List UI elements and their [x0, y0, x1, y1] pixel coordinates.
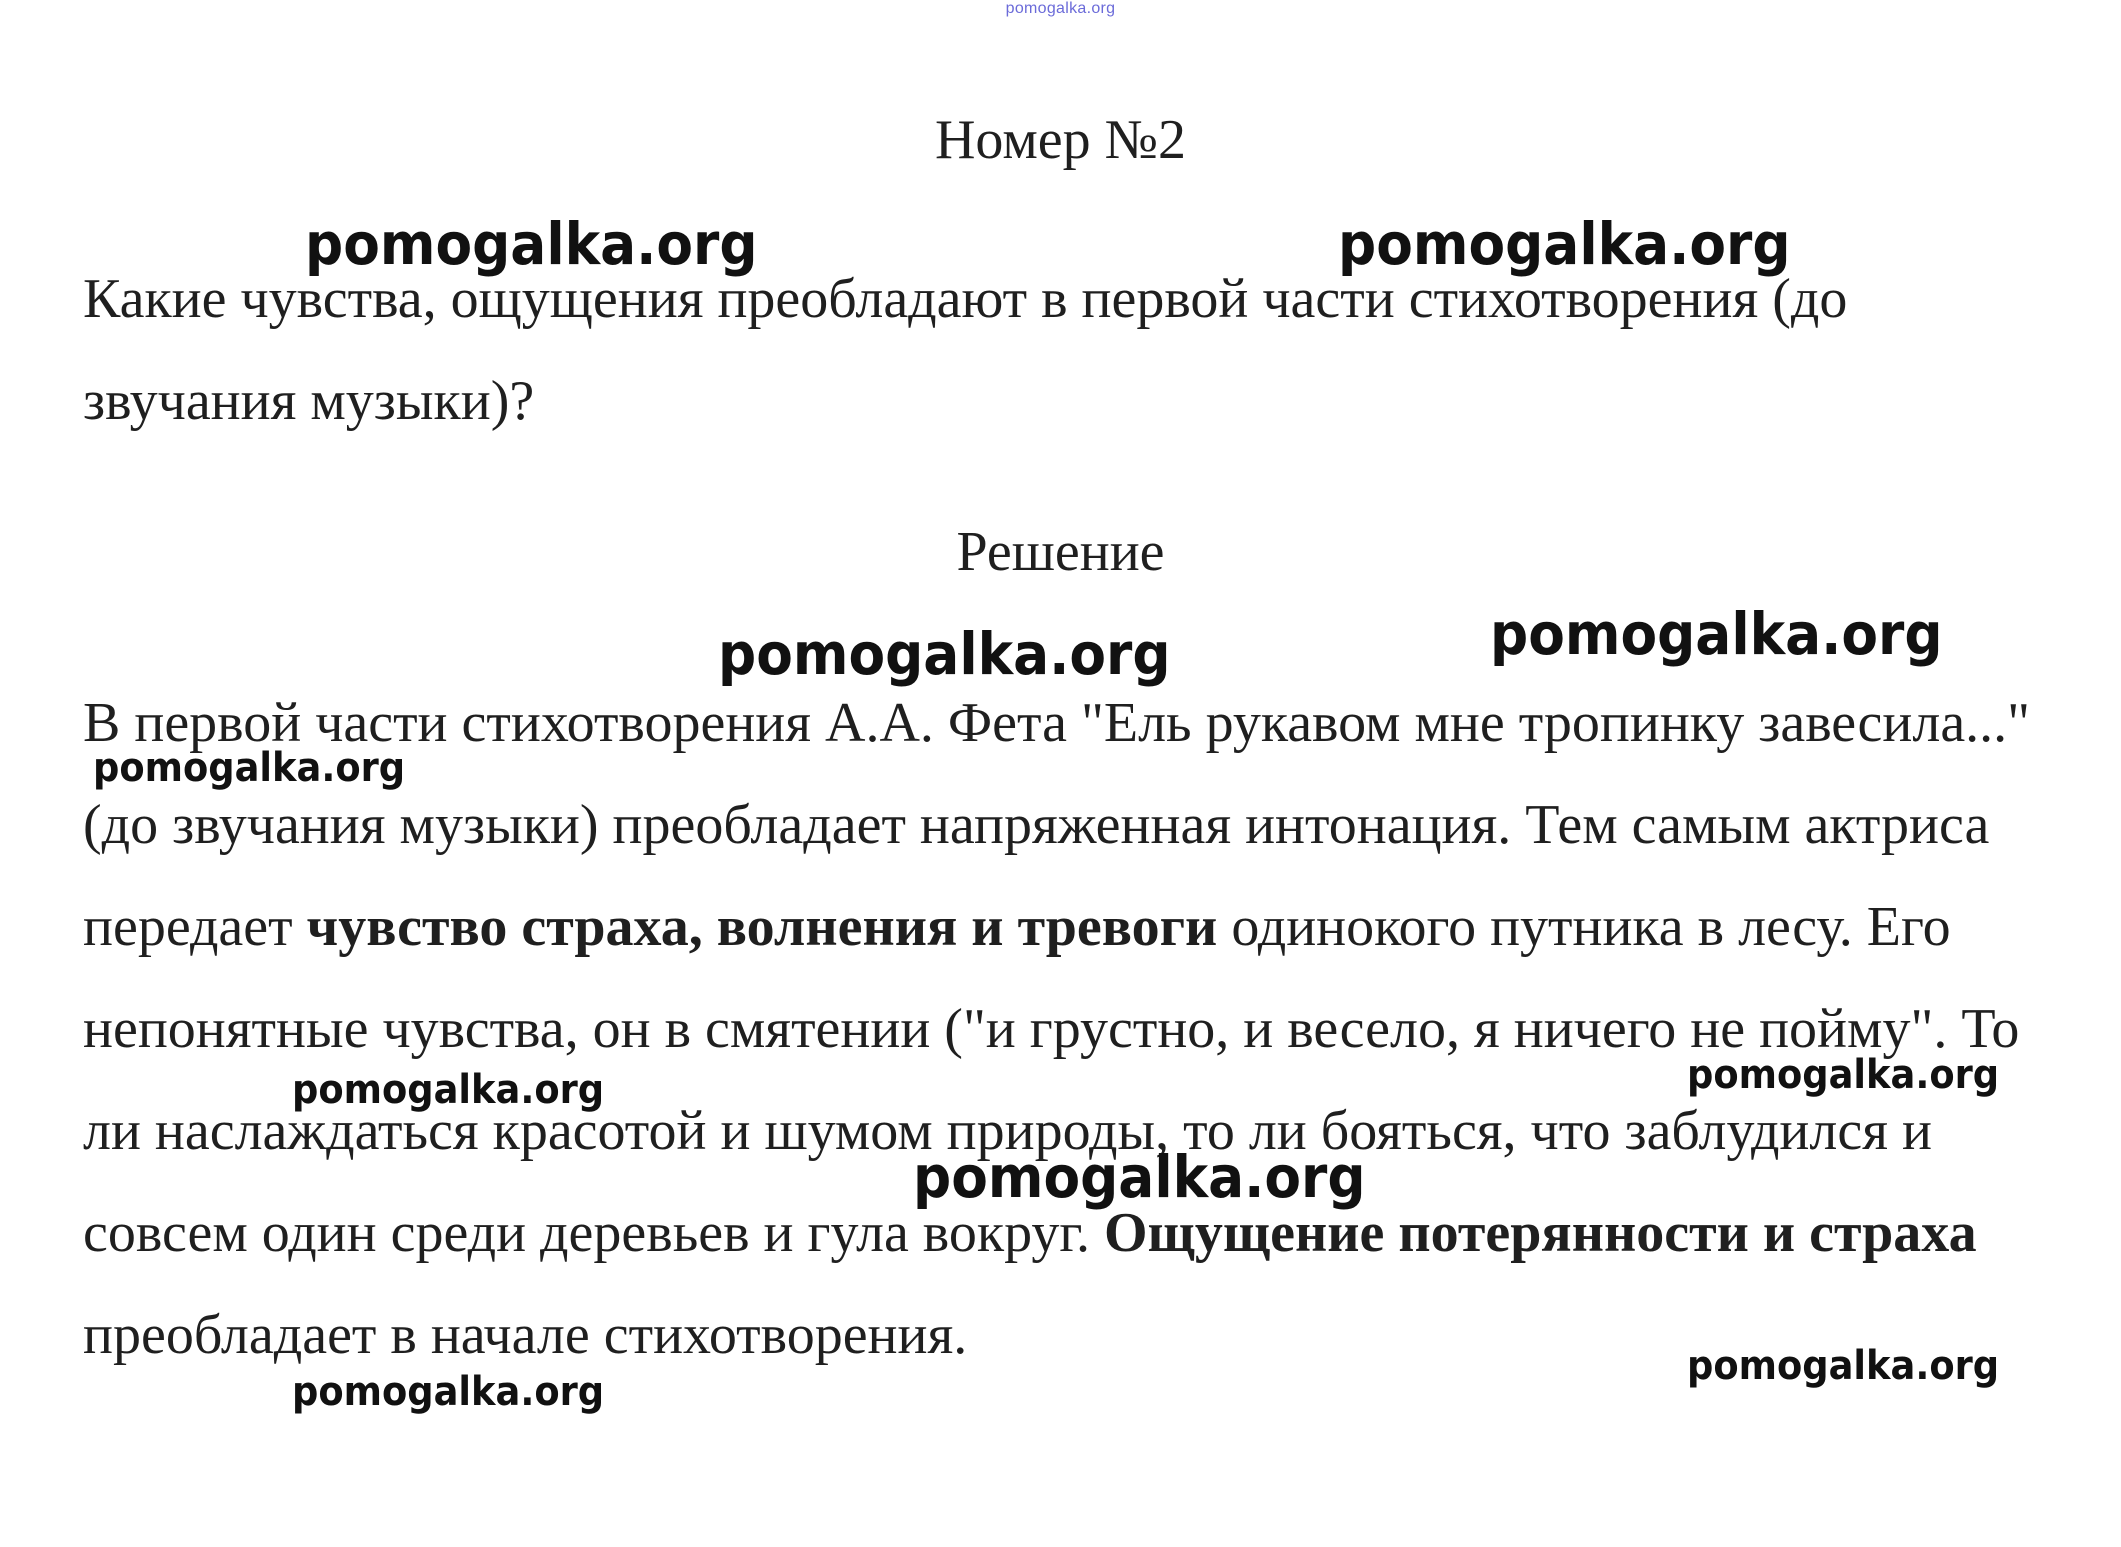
watermark: pomogalka.org: [292, 1369, 605, 1415]
question-text: Какие чувства, ощущения преобладают в первой части стихотворения (до звучания музыки)?: [83, 268, 1848, 432]
watermark: pomogalka.org: [1687, 1343, 2000, 1389]
watermark: pomogalka.org: [93, 745, 406, 791]
answer-part-2: одинокого путника в лесу. Его непонятные чувства, он в смятении ("и грустно, и весело, я ничего не пойму". То ли наслаждаться красотой и шумом природы, то ли бояться, что заблудился и совсем один среди деревьев и гула вокруг.: [83, 896, 2020, 1264]
watermark: pomogalka.org: [913, 1143, 1366, 1211]
watermark: pomogalka.org: [1687, 1052, 2000, 1098]
watermark: pomogalka.org: [1490, 600, 1943, 668]
solution-heading: Решение: [956, 521, 1165, 583]
watermark: pomogalka.org: [718, 620, 1171, 688]
answer-part-3: преобладает в начале стихотворения.: [83, 1304, 968, 1366]
answer-bold-2: Ощущение потерянности и страха: [1104, 1202, 1977, 1264]
answer-bold-1: чувство страха, волнения и тревоги: [306, 896, 1218, 958]
page-title: Номер №2: [934, 109, 1187, 171]
header-link[interactable]: pomogalka.org: [1005, 0, 1116, 17]
watermark: pomogalka.org: [1338, 210, 1791, 278]
watermark: pomogalka.org: [292, 1067, 605, 1113]
answer-part-1: В первой части стихотворения А.А. Фета "Ель рукавом мне тропинку завесила..." (до звучания музыки) преобладает напряженная интонация. Тем самым актриса передает: [83, 692, 2031, 958]
watermark: pomogalka.org: [305, 210, 758, 278]
